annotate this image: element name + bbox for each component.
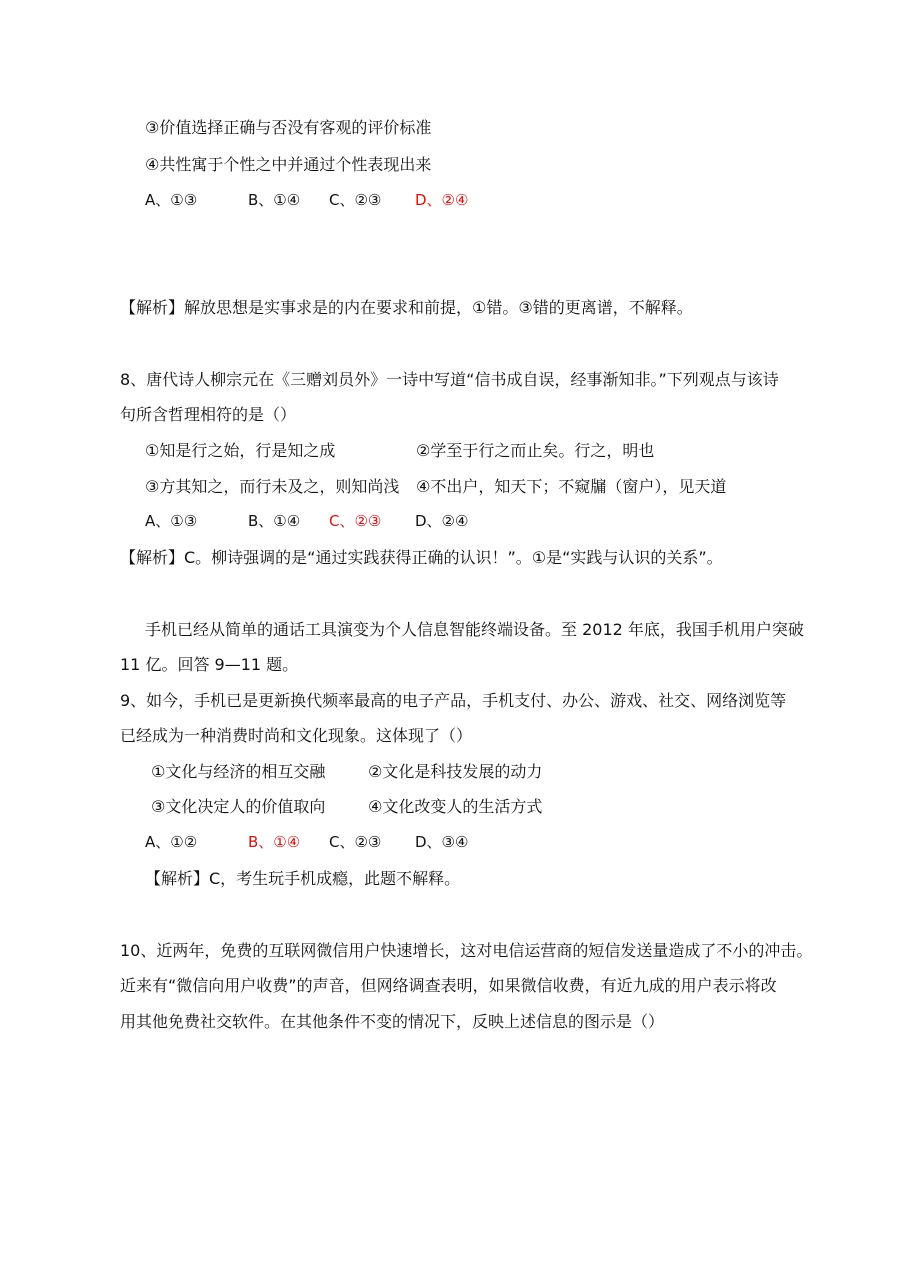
q9-option-c: C、②③ [329, 833, 382, 851]
q9-item-2: ②文化是科技发展的动力 [368, 762, 543, 781]
q7-option-a: A、①③ [145, 191, 198, 209]
q9-option-a: A、①② [145, 833, 198, 851]
q8-item-1: ①知是行之始，行是知之成 [145, 441, 336, 460]
q8-item-3: ③方其知之，而行未及之，则知尚浅 [145, 477, 400, 496]
q8-option-a: A、①③ [145, 512, 198, 530]
q9-stem-line-1: 9、如今，手机已是更新换代频率最高的电子产品，手机支付、办公、游戏、社交、网络浏览等 [120, 691, 787, 710]
q9-item-4: ④文化改变人的生活方式 [368, 797, 543, 816]
q8-stem-line-1: 8、唐代诗人柳宗元在《三赠刘员外》一诗中写道“信书成自误，经事渐知非。”下列观点与该诗 [120, 370, 779, 389]
q9-option-d: D、③④ [415, 833, 469, 851]
q9-stem-line-2: 已经成为一种消费时尚和文化现象。这体现了（） [120, 726, 473, 745]
q8-option-b: B、①④ [248, 512, 301, 530]
q7-item-4: ④共性寓于个性之中并通过个性表现出来 [145, 155, 432, 174]
q8-item-4: ④不出户，知天下；不窥牖（窗户），见天道 [416, 477, 727, 496]
q8-stem-line-2: 句所含哲理相符的是（） [120, 405, 297, 424]
q10-stem-line-3: 用其他免费社交软件。在其他条件不变的情况下，反映上述信息的图示是（） [120, 1012, 665, 1031]
q8-analysis: 【解析】C。柳诗强调的是“通过实践获得正确的认识！”。①是“实践与认识的关系”。 [120, 548, 723, 567]
q10-stem-line-1: 10、近两年，免费的互联网微信用户快速增长，这对电信运营商的短信发送量造成了不小的冲击。 [120, 941, 813, 960]
q9-item-1: ①文化与经济的相互交融 [151, 762, 326, 781]
q8-option-d: D、②④ [415, 512, 469, 530]
intro-line-1: 手机已经从简单的通话工具演变为个人信息智能终端设备。至 2012 年底，我国手机用户突破 [145, 620, 804, 639]
q7-analysis: 【解析】解放思想是实事求是的内在要求和前提，①错。③错的更离谱，不解释。 [120, 298, 693, 317]
q10-stem-line-2: 近来有“微信向用户收费”的声音，但网络调查表明，如果微信收费，有近九成的用户表示将改 [120, 976, 777, 995]
q7-option-d-answer: D、②④ [415, 191, 469, 209]
q9-item-3: ③文化决定人的价值取向 [151, 797, 326, 816]
q7-option-c: C、②③ [329, 191, 382, 209]
q7-item-3: ③价值选择正确与否没有客观的评价标准 [145, 118, 432, 137]
intro-line-2: 11 亿。回答 9—11 题。 [120, 655, 299, 674]
q9-analysis: 【解析】C，考生玩手机成瘾，此题不解释。 [145, 869, 461, 888]
q7-option-b: B、①④ [248, 191, 301, 209]
q8-item-2: ②学至于行之而止矣。行之，明也 [416, 441, 655, 460]
q8-option-c-answer: C、②③ [329, 512, 382, 530]
q9-option-b-answer: B、①④ [248, 833, 301, 851]
